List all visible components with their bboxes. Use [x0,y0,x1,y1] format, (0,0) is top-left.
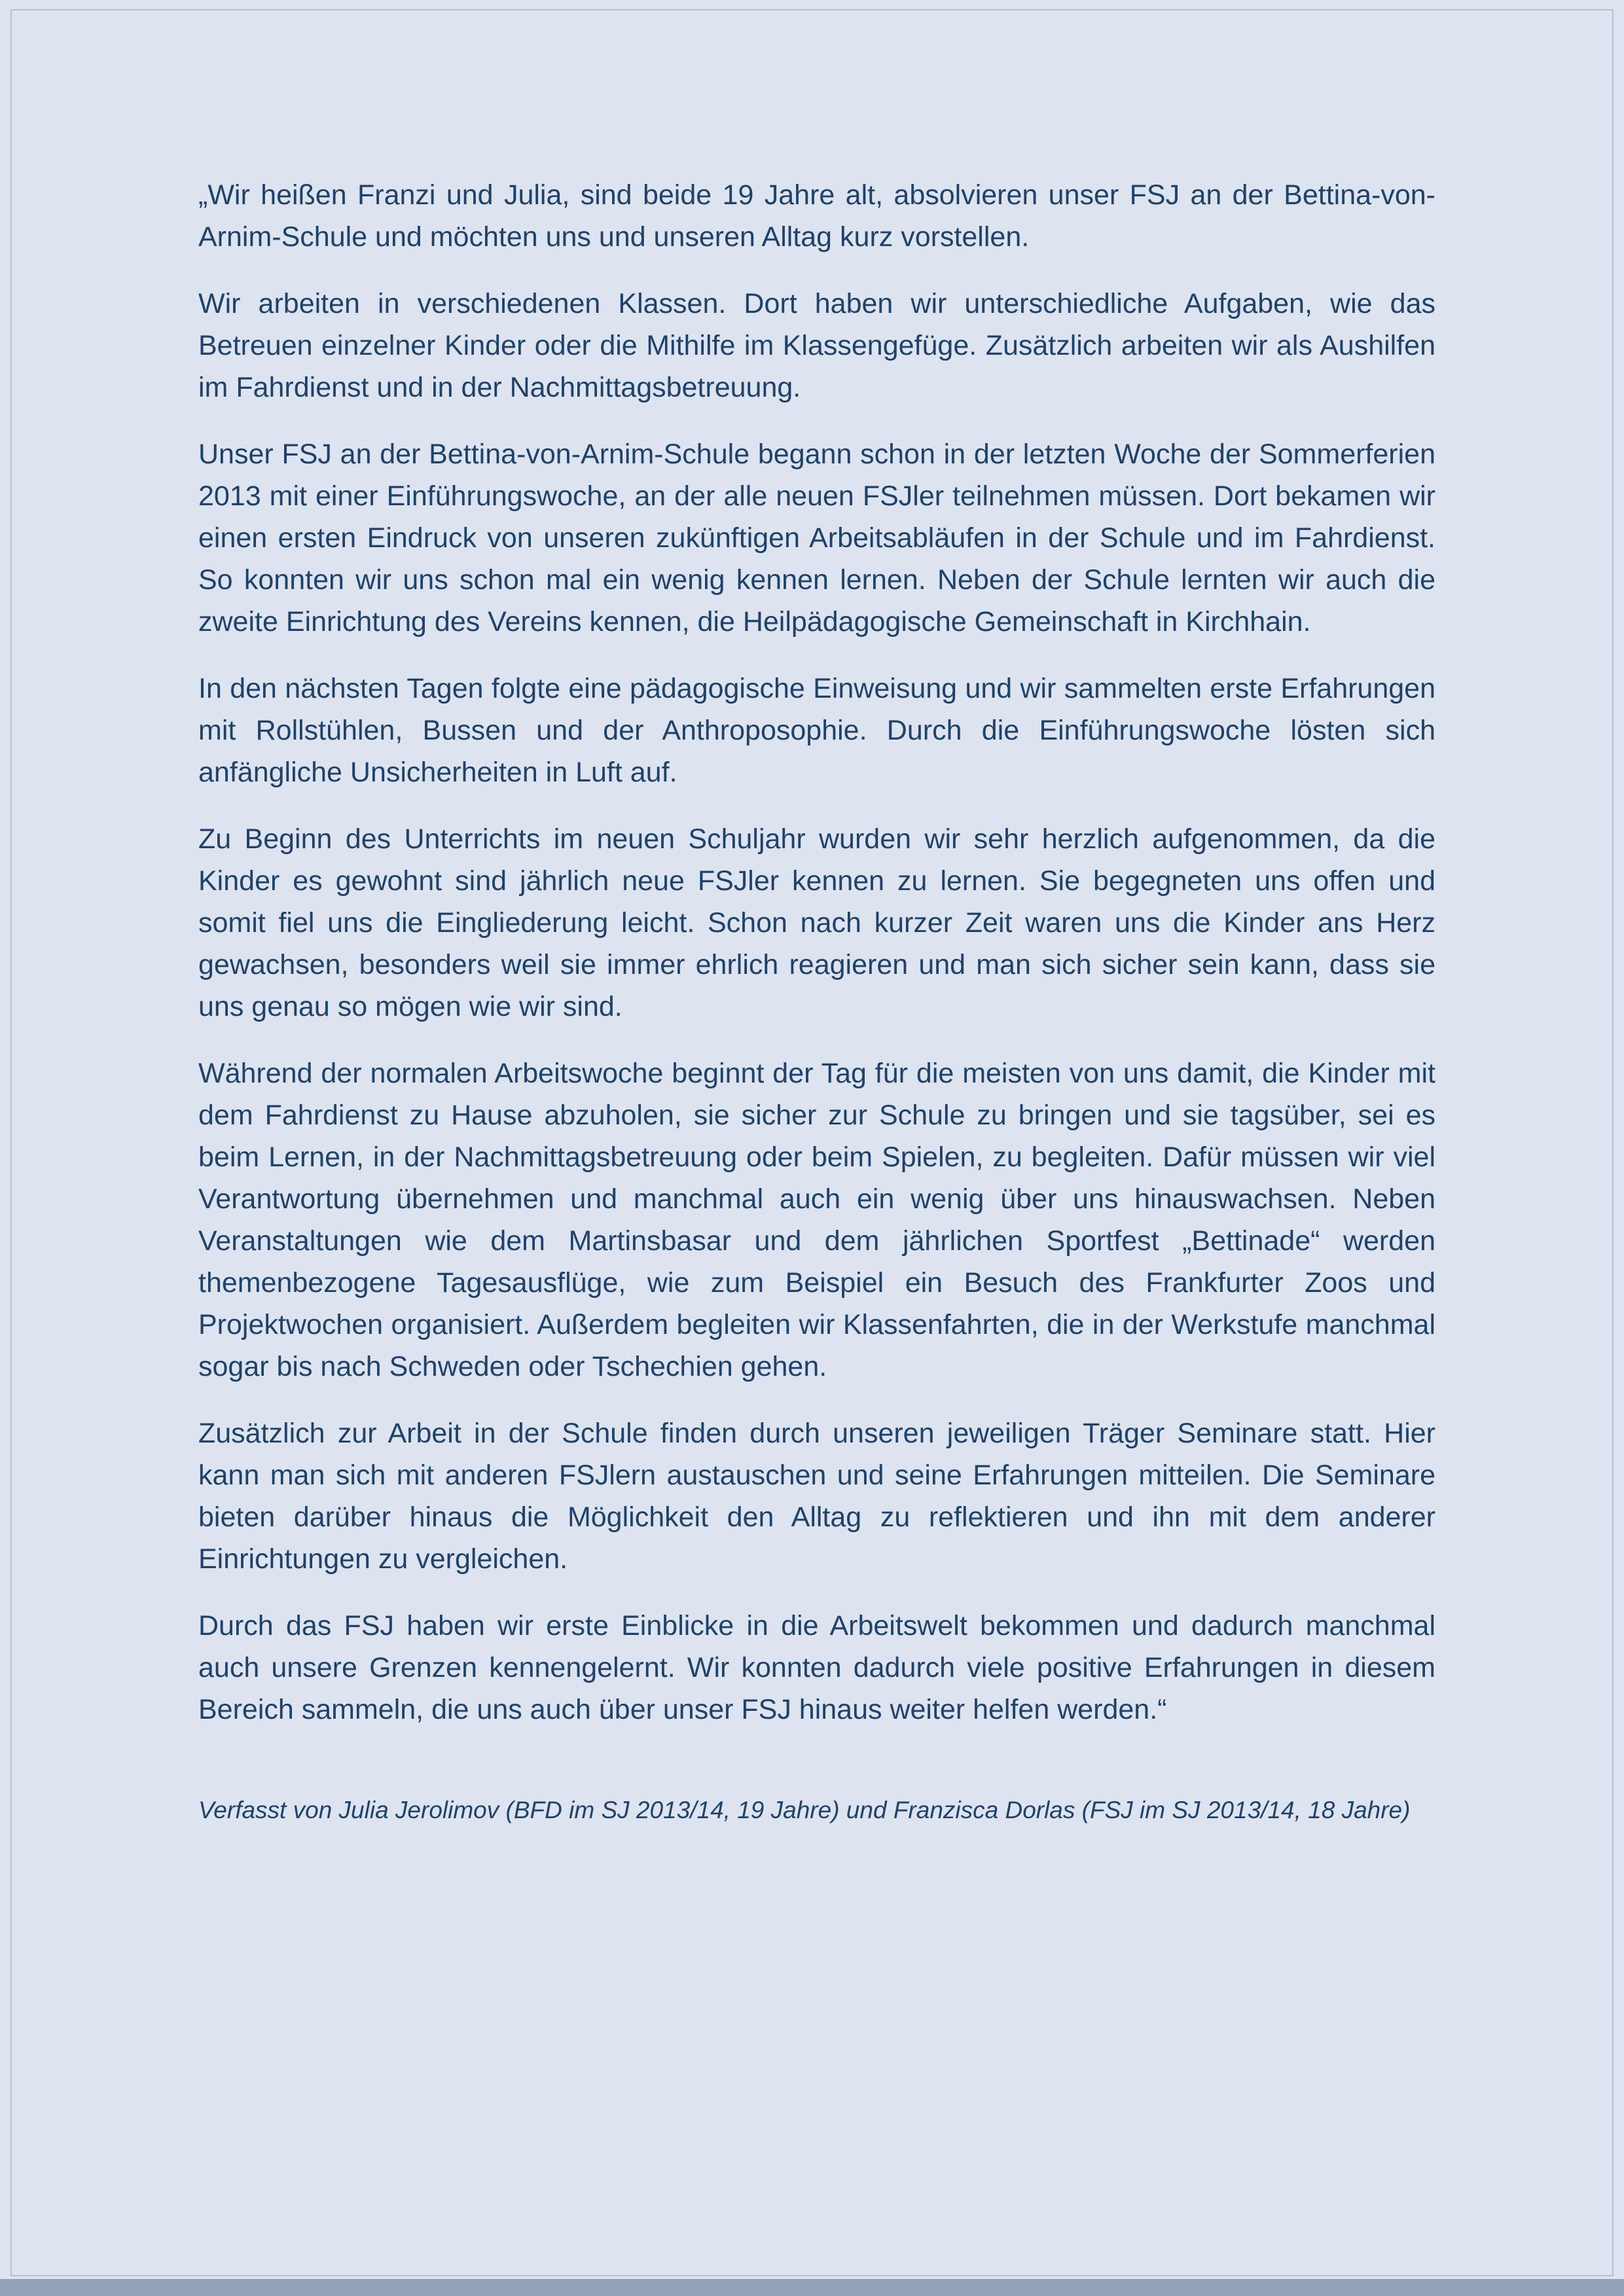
paragraph: In den nächsten Tagen folgte eine pädagogische Einweisung und wir sammelten erste Erfahrungen mit Rollstühlen, Bussen und der Anthroposophie. Durch die Einführungswoche lösten sich anfängliche Unsicherheiten in Luft auf. [198,673,1435,788]
text-column [198,174,1435,1826]
paragraph: Zu Beginn des Unterrichts im neuen Schuljahr wurden wir sehr herzlich aufgenommen, da die Kinder es gewohnt sind jährlich neue FSJler kennen zu lernen. Sie begegneten uns offen und somit fiel uns die Eingliederung leicht. Schon nach kurzer Zeit waren uns die Kinder ans Herz gewachsen, besonders weil sie immer ehrlich reagieren und man sich sicher sein kann, dass sie uns genau so mögen wie wir sind. [198,823,1435,1022]
paragraph: Während der normalen Arbeitswoche beginnt der Tag für die meisten von uns damit, die Kinder mit dem Fahrdienst zu Hause abzuholen, sie sicher zur Schule zu bringen und sie tagsüber, sei es beim Lernen, in der Nachmittagsbetreuung oder beim Spielen, zu begleiten. Dafür müssen wir viel Verantwortung übernehmen und manchmal auch ein wenig über uns hinauswachsen. Neben Veranstaltungen wie dem Martinsbasar und dem jährlichen Sportfest „Bettinade“ werden themenbezogene Tagesausflüge, wie zum Beispiel ein Besuch des Frankfurter Zoos und Projektwochen organisiert. Außerdem begleiten wir Klassenfahrten, die in der Werkstufe manchmal sogar bis nach Schweden oder Tschechien gehen. [198,1058,1435,1382]
paragraph: Zusätzlich zur Arbeit in der Schule finden durch unseren jeweiligen Träger Seminare statt. Hier kann man sich mit anderen FSJlern austauschen und seine Erfahrungen mitteilen. Die Seminare bieten darüber hinaus die Möglichkeit den Alltag zu reflektieren und ihn mit dem anderer Einrichtungen zu vergleichen. [198,1418,1435,1575]
paragraph: Wir arbeiten in verschiedenen Klassen. Dort haben wir unterschiedliche Aufgaben, wie das Betreuen einzelner Kinder oder die Mithilfe im Klassengefüge. Zusätzlich arbeiten wir als Aushilfen im Fahrdienst und in der Nachmittagsbetreuung. [198,288,1435,403]
paragraph: Durch das FSJ haben wir erste Einblicke in die Arbeitswelt bekommen und dadurch manchmal auch unsere Grenzen kennengelernt. Wir konnten dadurch viele positive Erfahrungen in diesem Bereich sammeln, die uns auch über unser FSJ hinaus weiter helfen werden.“ [198,1610,1435,1725]
page-bottom-edge [0,2279,1624,2296]
paragraph: „Wir heißen Franzi und Julia, sind beide 19 Jahre alt, absolvieren unser FSJ an der Bettina-von-Arnim-Schule und möchten uns und unseren Alltag kurz vorstellen. [198,179,1435,253]
paragraph: Unser FSJ an der Bettina-von-Arnim-Schule begann schon in der letzten Woche der Sommerferien 2013 mit einer Einführungswoche, an der alle neuen FSJler teilnehmen müssen. Dort bekamen wir einen ersten Eindruck von unseren zukünftigen Arbeitsabläufen in der Schule und im Fahrdienst. So konnten wir uns schon mal ein wenig kennen lernen. Neben der Schule lernten wir auch die zweite Einrichtung des Vereins kennen, die Heilpädagogische Gemeinschaft in Kirchhain. [198,439,1435,637]
author-attribution: Verfasst von Julia Jerolimov (BFD im SJ 2013/14, 19 Jahre) und Franzisca Dorlas (FSJ im SJ 2013/14, 18 Jahre) [198,1797,1411,1823]
